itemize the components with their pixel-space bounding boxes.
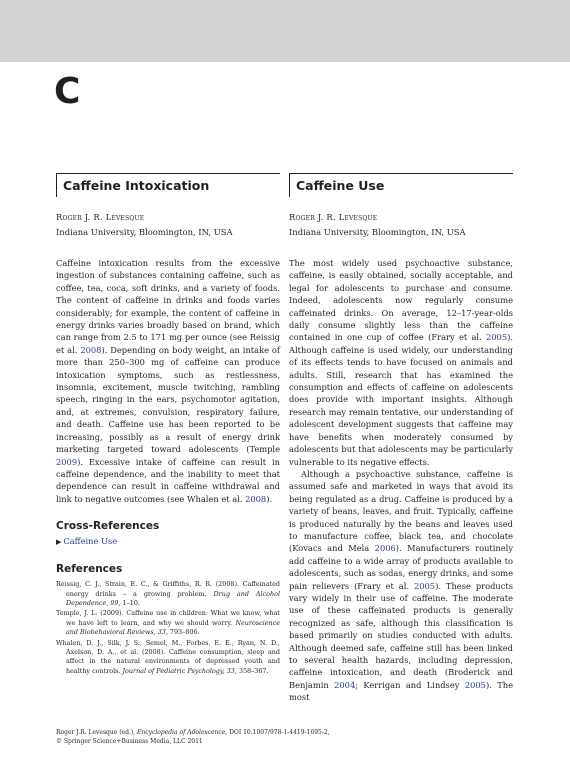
- footer-citation: [56, 729, 330, 738]
- reference-item: [56, 609, 280, 637]
- reference-text: Temple, J. L. (2009). Caffeine use in children: What we know, what we have left to learn, and why we should worry.: [56, 609, 280, 627]
- reference-pages: 358–367.: [236, 666, 269, 675]
- entry-body: [289, 257, 513, 704]
- references-heading: References: [56, 563, 123, 576]
- entry-title-caffeine-intoxication: Caffeine Intoxication: [56, 173, 280, 197]
- reference-list: [56, 580, 280, 676]
- reference-item: [56, 580, 280, 608]
- cross-reference-link[interactable]: [56, 535, 280, 548]
- left-column: [56, 173, 280, 677]
- page-footer: [56, 729, 330, 746]
- footer-editor: Roger J.R. Levesque (ed.),: [56, 729, 137, 736]
- cross-references-heading: Cross-References: [56, 520, 160, 533]
- entry-body: [56, 257, 280, 505]
- footer-doi: , DOI 10.1007/978-1-4419-1695-2,: [225, 729, 330, 736]
- footer-copyright: © Springer Science+Business Media, LLC 2011: [56, 737, 203, 745]
- reference-pages: 1–10.: [120, 598, 140, 607]
- reference-text: Reissig, C. J., Strain, E. C., & Griffiths, R. R. (2008). Caffeinated energy drinks – a growing problem.: [56, 580, 280, 598]
- author-name: Roger J. R. Levesque: [289, 212, 378, 222]
- header-band: [0, 0, 570, 62]
- reference-item: [56, 639, 280, 677]
- reference-journal: Journal of Pediatric Psychology, 33,: [122, 666, 237, 675]
- reference-text: Whalen, D. J., Silk, J. S., Semel, M., Forbes, E. E., Ryan, N. D., Axelson, D. A., et al. (2008). Caffeine consumption, sleep and affect in the natural environments of depressed youth and healthy controls.: [56, 638, 280, 675]
- paragraph: Although a psychoactive substance, caffeine is assumed safe and marketed in ways that avoid its being regulated as a drug. Caffeine is produced by a variety of beans, leaves, and fruit. Typically, caffeine is produced naturally by the beans and leaves used to manufacture coffee, black tea, and chocolate (Kovacs and Mela 2006). Manufacturers routinely add caffeine to a wide array of products available to adolescents, such as sodas, energy drinks, and some pain relievers (Frary et al. 2005). These products vary widely in their use of caffeine. The moderate use of these caffeinated products is generally recognized as safe, although this classification is based primarily on studies conducted with adults. Although deemed safe, caffeine still has been linked to several health hazards, including depression, caffeine intoxication, and death (Broderick and Benjamin 2004; Kerrigan and Lindsey 2005). The most: [289, 468, 514, 703]
- section-letter: C: [54, 71, 81, 112]
- author-name: Roger J. R. Levesque: [56, 212, 145, 222]
- author-affiliation: Indiana University, Bloomington, IN, USA: [56, 227, 233, 237]
- paragraph: [56, 257, 280, 505]
- body-segment: Caffeine intoxication results from the excessive ingestion of substances containing caffeine, such as coffee, tea, coca, soft drinks, and a variety of foods. The content of caffeine in drinks and foods varies considerably; for example, the content of caffeine in energy drinks varies broadly based on brand, which can range from 2.5 to 171 mg per ounce (see Reissig et al. 2008). Depending on body weight, an intake of more than 250–300 mg of caffeine can produce intoxication symptoms, such as restlessness, insomnia, excitement, muscle twitching, rambling speech, ringing in the ears, psychomotor agitation, and, at extremes, convulsion, respiratory failure, and death. Caffeine use has been reported to be increasing, possibly as a result of energy drink marketing targeted toward adolescents (Temple 2009). Excessive intake of caffeine can result in caffeine dependence, and the inability to meet that dependence can result in caffeine withdrawal and link to negative outcomes (see Whalen et al. 2008).: [56, 258, 280, 504]
- reference-journal: Drug and Alcohol Dependence, 99,: [66, 589, 280, 607]
- reference-journal: Neuroscience and Biobehavioral Reviews, 33,: [66, 618, 280, 637]
- right-column: [289, 173, 513, 704]
- footer-book-title: Encyclopedia of Adolescence: [137, 729, 226, 736]
- cross-reference-label: Caffeine Use: [63, 536, 118, 547]
- reference-pages: 793–806.: [167, 628, 200, 637]
- triangle-right-icon: ▶: [56, 538, 62, 547]
- paragraph: The most widely used psychoactive substance, caffeine, is easily obtained, socially acceptable, and legal for adolescents to purchase and consume. Indeed, adolescents now regularly consume caffeinated drinks. On average, 12–17-year-olds daily consume slightly less than the caffeine contained in one cup of coffee (Frary et al. 2005). Although caffeine is used widely, our understanding of its effects tends to have focused on animals and adults. Still, research that has examined the consumption and effects of caffeine on adolescents does provide with important insights. Although research may remain tentative, our understanding of adolescent development suggests that caffeine may have benefits when moderately consumed by adolescents but that adolescents may be particularly vulnerable to its negative effects.: [289, 258, 513, 467]
- entry-title-caffeine-use: Caffeine Use: [289, 173, 513, 197]
- author-affiliation: Indiana University, Bloomington, IN, USA: [289, 227, 466, 237]
